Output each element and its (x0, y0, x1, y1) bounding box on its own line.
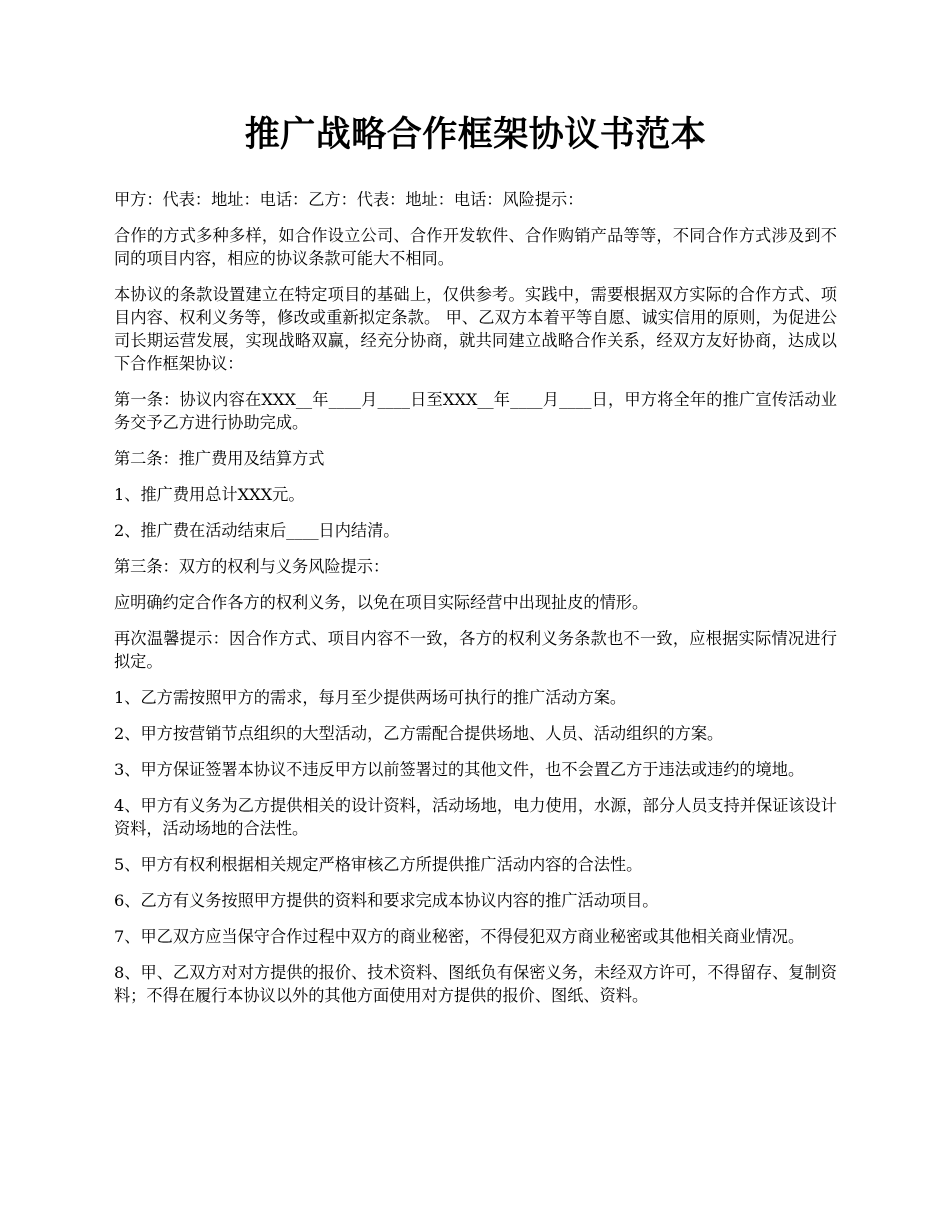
article-3-item-5: 5、甲方有权利根据相关规定严格审核乙方所提供推广活动内容的合法性。 (114, 855, 643, 874)
document-title: 推广战略合作框架协议书范本 (244, 114, 707, 155)
party-info: 甲方：代表：地址：电话：乙方：代表：地址：电话：风险提示： (114, 190, 584, 209)
risk-note: 应明确约定合作各方的权利义务，以免在项目实际经营中出现扯皮的情形。 (114, 593, 649, 612)
article-3-item-6: 6、乙方有义务按照甲方提供的资料和要求完成本协议内容的推广活动项目。 (114, 891, 659, 910)
article-3-item-8: 8、甲、乙双方对对方提供的报价、技术资料、图纸负有保密义务，未经双方许可，不得留存、复制资料；不得在履行本协议以外的其他方面使用对方提供的报价、图纸、资料。 (114, 963, 837, 1005)
paragraph-preamble: 本协议的条款设置建立在特定项目的基础上，仅供参考。实践中，需要根据双方实际的合作方式、项目内容、权利义务等，修改或重新拟定条款。 甲、乙双方本着平等自愿、诚实信用的原则，为促进公司长期运营发展，实现战略双赢，经充分协商，就共同建立战略合作关系，经双方友好协商，达成以下合作框架协议： (114, 285, 837, 373)
article-3-item-4: 4、甲方有义务为乙方提供相关的设计资料，活动场地，电力使用，水源，部分人员支持并保证该设计资料，活动场地的合法性。 (114, 796, 837, 838)
article-2-item-1: 1、推广费用总计XXX元。 (114, 485, 305, 504)
article-3-item-3: 3、甲方保证签署本协议不违反甲方以前签署过的其他文件，也不会置乙方于违法或违约的境地。 (114, 760, 805, 779)
article-3-item-7: 7、甲乙双方应当保守合作过程中双方的商业秘密，不得侵犯双方商业秘密或其他相关商业情况。 (114, 927, 805, 946)
article-3-item-1: 1、乙方需按照甲方的需求，每月至少提供两场可执行的推广活动方案。 (114, 688, 627, 707)
article-1: 第一条：协议内容在XXX__年____月____日至XXX__年____月____日，甲方将全年的推广宣传活动业务交予乙方进行协助完成。 (114, 390, 837, 432)
article-2-item-2: 2、推广费在活动结束后____日内结清。 (114, 521, 400, 540)
paragraph-cooperation-methods: 合作的方式多种多样，如合作设立公司、合作开发软件、合作购销产品等等，不同合作方式涉及到不同的项目内容，相应的协议条款可能大不相同。 (114, 226, 837, 268)
article-3-item-2: 2、甲方按营销节点组织的大型活动，乙方需配合提供场地、人员、活动组织的方案。 (114, 724, 724, 743)
article-3-heading: 第三条：双方的权利与义务风险提示： (114, 557, 390, 576)
article-2-heading: 第二条：推广费用及结算方式 (114, 449, 325, 468)
reminder-note: 再次温馨提示：因合作方式、项目内容不一致，各方的权利义务条款也不一致，应根据实际情况进行拟定。 (114, 629, 837, 671)
